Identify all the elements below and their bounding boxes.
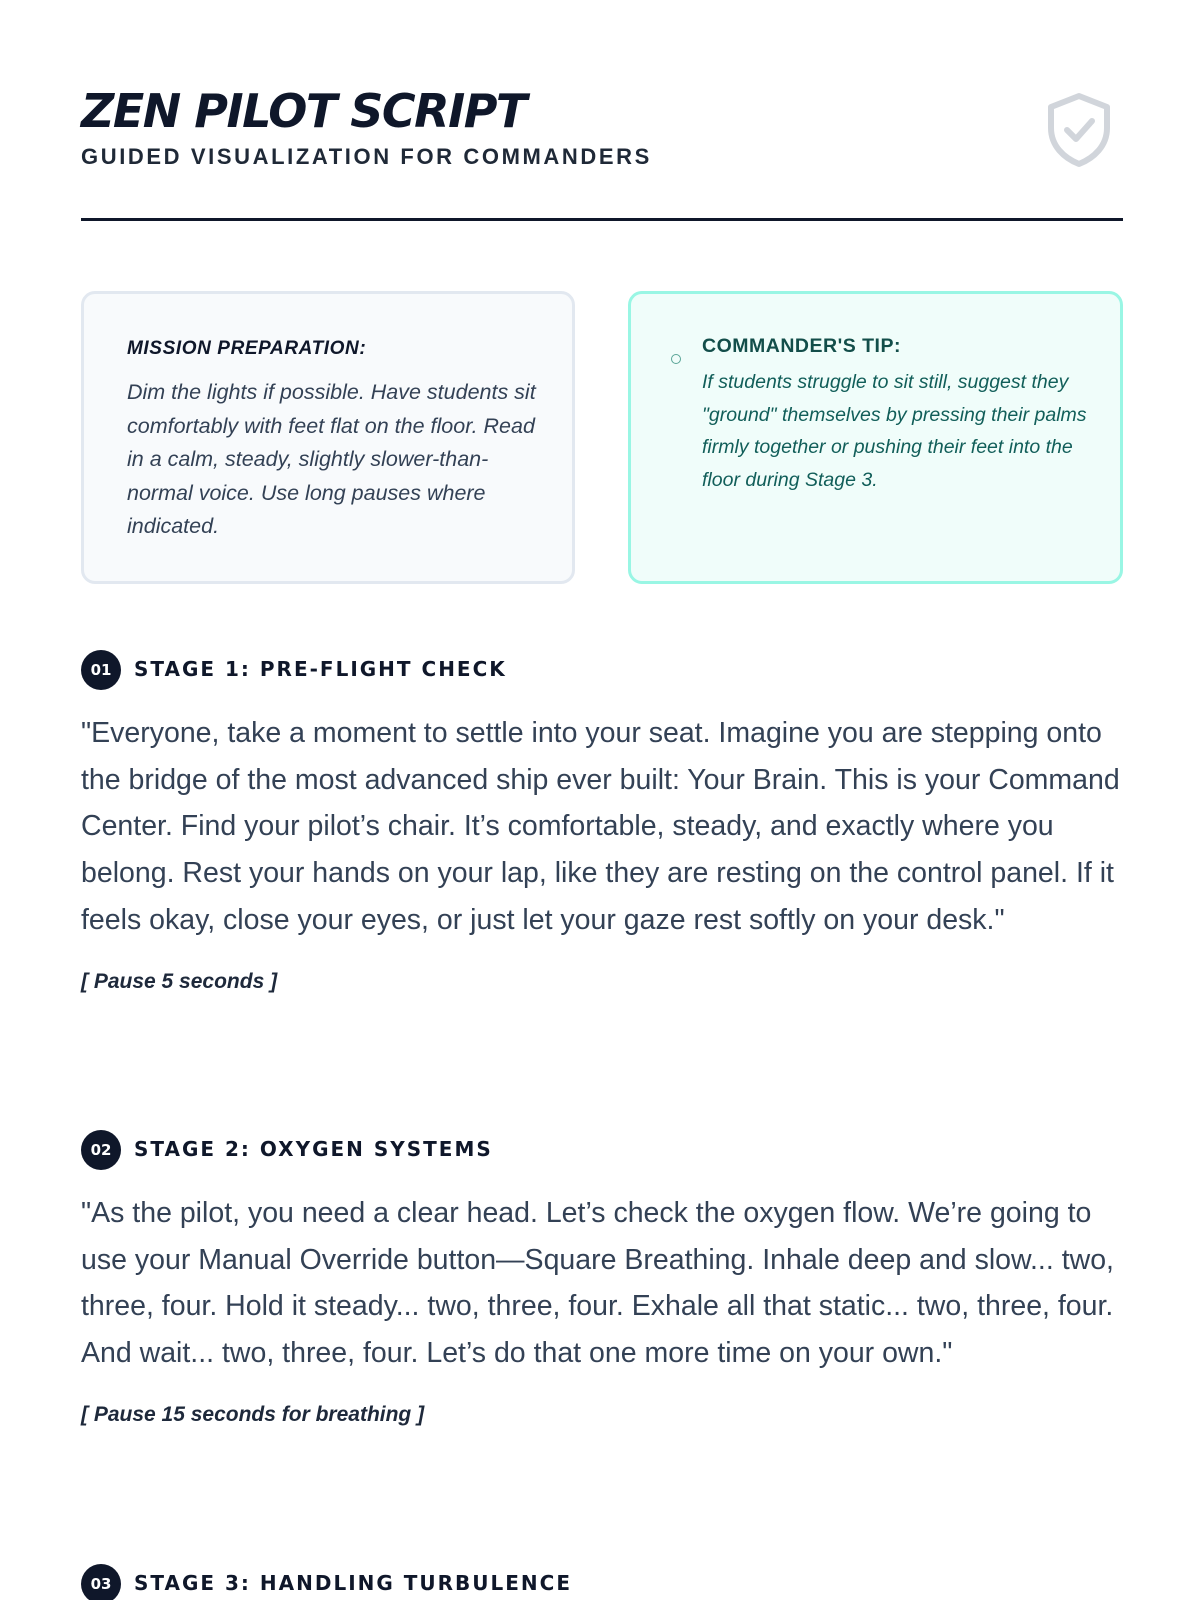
stage-section [81, 1130, 1123, 1427]
preparation-label: MISSION PREPARATION: [127, 338, 367, 359]
page-title: ZEN PILOT SCRIPT [81, 84, 526, 138]
mission-preparation-card [81, 291, 575, 584]
commander-tip-card [628, 291, 1123, 584]
stage-script-text: "Everyone, take a moment to settle into your seat. Imagine you are stepping onto the bridge of the most advanced ship ever built: Your Brain. This is your Command Center. Find your pilot’s chair. It’s comfortable, steady, and exactly where you belong. Rest your hands on your lap, like they are resting on the control panel. If it feels okay, close your eyes, or just let your gaze rest softly on your desk." [81, 717, 1120, 936]
header [81, 84, 1123, 170]
stage-heading [81, 650, 1123, 690]
tip-body: If students struggle to sit still, suggest they "ground" themselves by pressing their palms firmly together or pushing their feet into the floor during Stage 3. [702, 371, 1087, 491]
stage-title: STAGE 3: HANDLING TURBULENCE [134, 1571, 573, 1595]
stage-title: STAGE 1: PRE-FLIGHT CHECK [134, 657, 507, 681]
pause-instruction: [ Pause 15 seconds for breathing ] [81, 1402, 425, 1426]
stage-number-badge: 02 [81, 1130, 121, 1170]
stage-section [81, 650, 1123, 994]
stage-title: STAGE 2: OXYGEN SYSTEMS [134, 1137, 493, 1161]
tip-label: COMMANDER'S TIP: [702, 335, 901, 357]
header-divider [81, 218, 1123, 221]
shield-check-icon [1045, 92, 1113, 168]
stage-heading [81, 1564, 1123, 1600]
stage-number-badge: 03 [81, 1564, 121, 1600]
stage-number-badge: 01 [81, 650, 121, 690]
preparation-body: Dim the lights if possible. Have students sit comfortably with feet flat on the floor. Read in a calm, steady, slightly slower-than-normal voice. Use long pauses where indicated. [127, 380, 536, 538]
stage-script-text: "As the pilot, you need a clear head. Let’s check the oxygen flow. We’re going to use your Manual Override button—Square Breathing. Inhale deep and slow... two, three, four. Hold it steady... two, three, four. Exhale all that static... two, three, four. And wait... two, three, four. Let’s do that one more time on your own." [81, 1197, 1114, 1370]
page-subtitle: GUIDED VISUALIZATION FOR COMMANDERS [81, 144, 652, 169]
stage-section [81, 1564, 1123, 1600]
bullet-icon [671, 354, 681, 364]
pause-instruction: [ Pause 5 seconds ] [81, 969, 278, 993]
stage-heading [81, 1130, 1123, 1170]
